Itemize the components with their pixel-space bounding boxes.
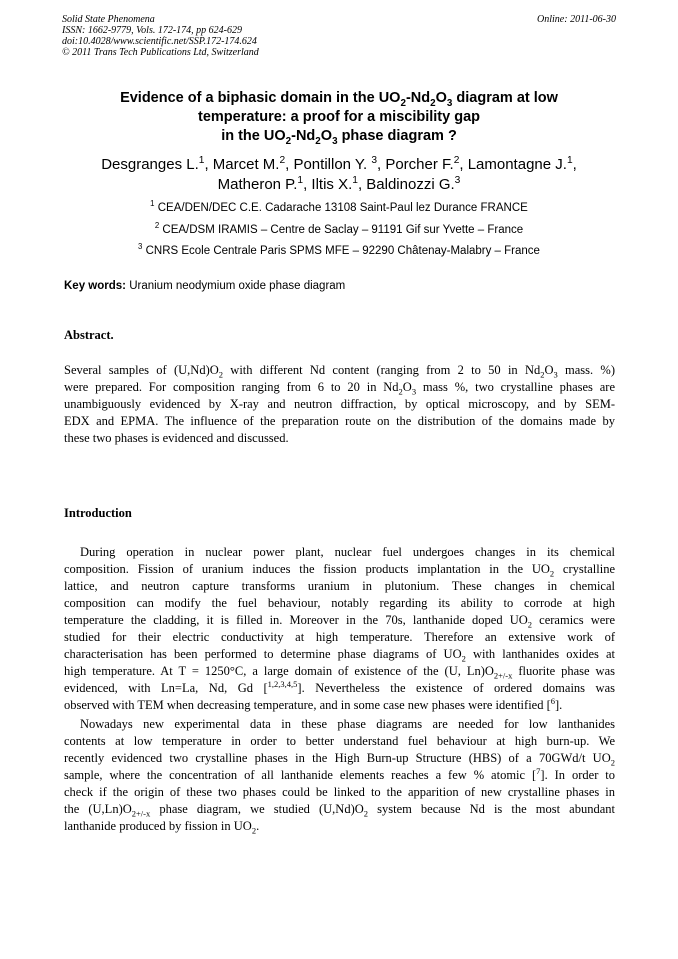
title-line-3: in the $UO_2-Nd_2O_3$ phase diagram ?: [221, 128, 457, 147]
abstract-heading: Abstract.: [64, 328, 114, 342]
abstract-body: Several samples of $(U,Nd)O_2$ with different Nd content (ranging from 2 to 50 in $Nd_2O_3$ mass. %) were prepared. For composition ranging from 6 to 20 in $Nd_2O_3$ mass %, two crystalline phases are unambiguously evidenced by X-ray and neutron diffraction, by optical microscopy, and by SEM- EDX and EPMA. The influence of the preparation route on the distribution of the domains made by these two phases is evidenced and discussed.: [64, 363, 615, 445]
title-line-1: Evidence of a biphasic domain in the $UO_2-Nd_2O_3$ diagram at low: [120, 90, 558, 109]
affiliation-3: $^3$ CNRS Ecole Centrale Paris SPMS MFE – 92290 Châtenay-Malabry – France: [138, 242, 540, 257]
copyright-line: © 2011 Trans Tech Publications Ltd, Switzerland: [62, 47, 259, 58]
introduction-paragraph-1: During operation in nuclear power plant, nuclear fuel undergoes changes in its chemical composition. Fission of uranium induces the fission products implantation in the $UO_2$ crystalline lattice, and neutron capture transforms uranium in plutonium. These changes in chemical composition can modify the fuel behaviour, notably regarding its ability to corrode at high temperature the cladding, it is filled in. Moreover in the 70s, lanthanide doped $UO_2$ ceramics were studied for their electric conductivity at high temperature. Therefore an extensive work of characterisation has been performed to determine phase diagrams of $UO_2$ with lanthanides oxides at high temperature. At T = 1250°C, a large domain of existence of the (U, $Ln)O_{2+/-x}$ fluorite phase was evidenced, with Ln=La, Nd, Gd [$^{1,2,3,4,5}$]. Nevertheless the existence of ordered domains was observed with TEM when decreasing temperature, and in some case new phases were identified [$^6$].: [64, 545, 615, 712]
author-list: Desgranges L.$^1$, Marcet M.$^2$, Pontillon Y. $^3$, Porcher F.$^2$, Lamontagne J.$^1$, Matheron P.$^1$, Iltis X.$^1$, Baldinozzi G.$^3$: [101, 155, 577, 193]
paper-title: [40, 89, 638, 146]
introduction-paragraph-2: Nowadays new experimental data in these phase diagrams are needed for low lanthanides contents at low temperature in order to better understand fuel behaviour at high burn-up. We recently evidenced two crystalline phases in the High Burn-up Structure (HBS) of a 70GWd/t $UO_2$ sample, where the concentration of all lanthanide elements reaches a few % atomic [$^7$]. In order to check if the origin of these two phases could be linked to the apparition of new crystalline phases in the $(U,Ln)O_{2+/-x}$ phase diagram, we studied $(U,Nd)O_2$ system because Nd is the most abundant lanthanide produced by fission in $UO_2$.: [64, 717, 616, 836]
online-date: Online: 2011-06-30: [537, 14, 616, 25]
issn-line: ISSN: 1662-9779, Vols. 172-174, pp 624-629: [62, 25, 242, 36]
keywords: Key words: Uranium neodymium oxide phase diagram: [64, 280, 346, 292]
affiliation-1: $^1$ CEA/DEN/DEC C.E. Cadarache 13108 Saint-Paul lez Durance FRANCE: [150, 199, 528, 214]
introduction-heading: Introduction: [64, 506, 132, 520]
journal-name: Solid State Phenomena: [62, 14, 155, 25]
title-line-2: temperature: a proof for a miscibility gap: [198, 109, 480, 125]
running-header: [62, 14, 616, 58]
affiliation-2: $^2$ CEA/DSM IRAMIS – Centre de Saclay – 91191 Gif sur Yvette – France: [154, 221, 524, 236]
doi-line: doi:10.4028/www.scientific.net/SSP.172-174.624: [62, 36, 257, 47]
